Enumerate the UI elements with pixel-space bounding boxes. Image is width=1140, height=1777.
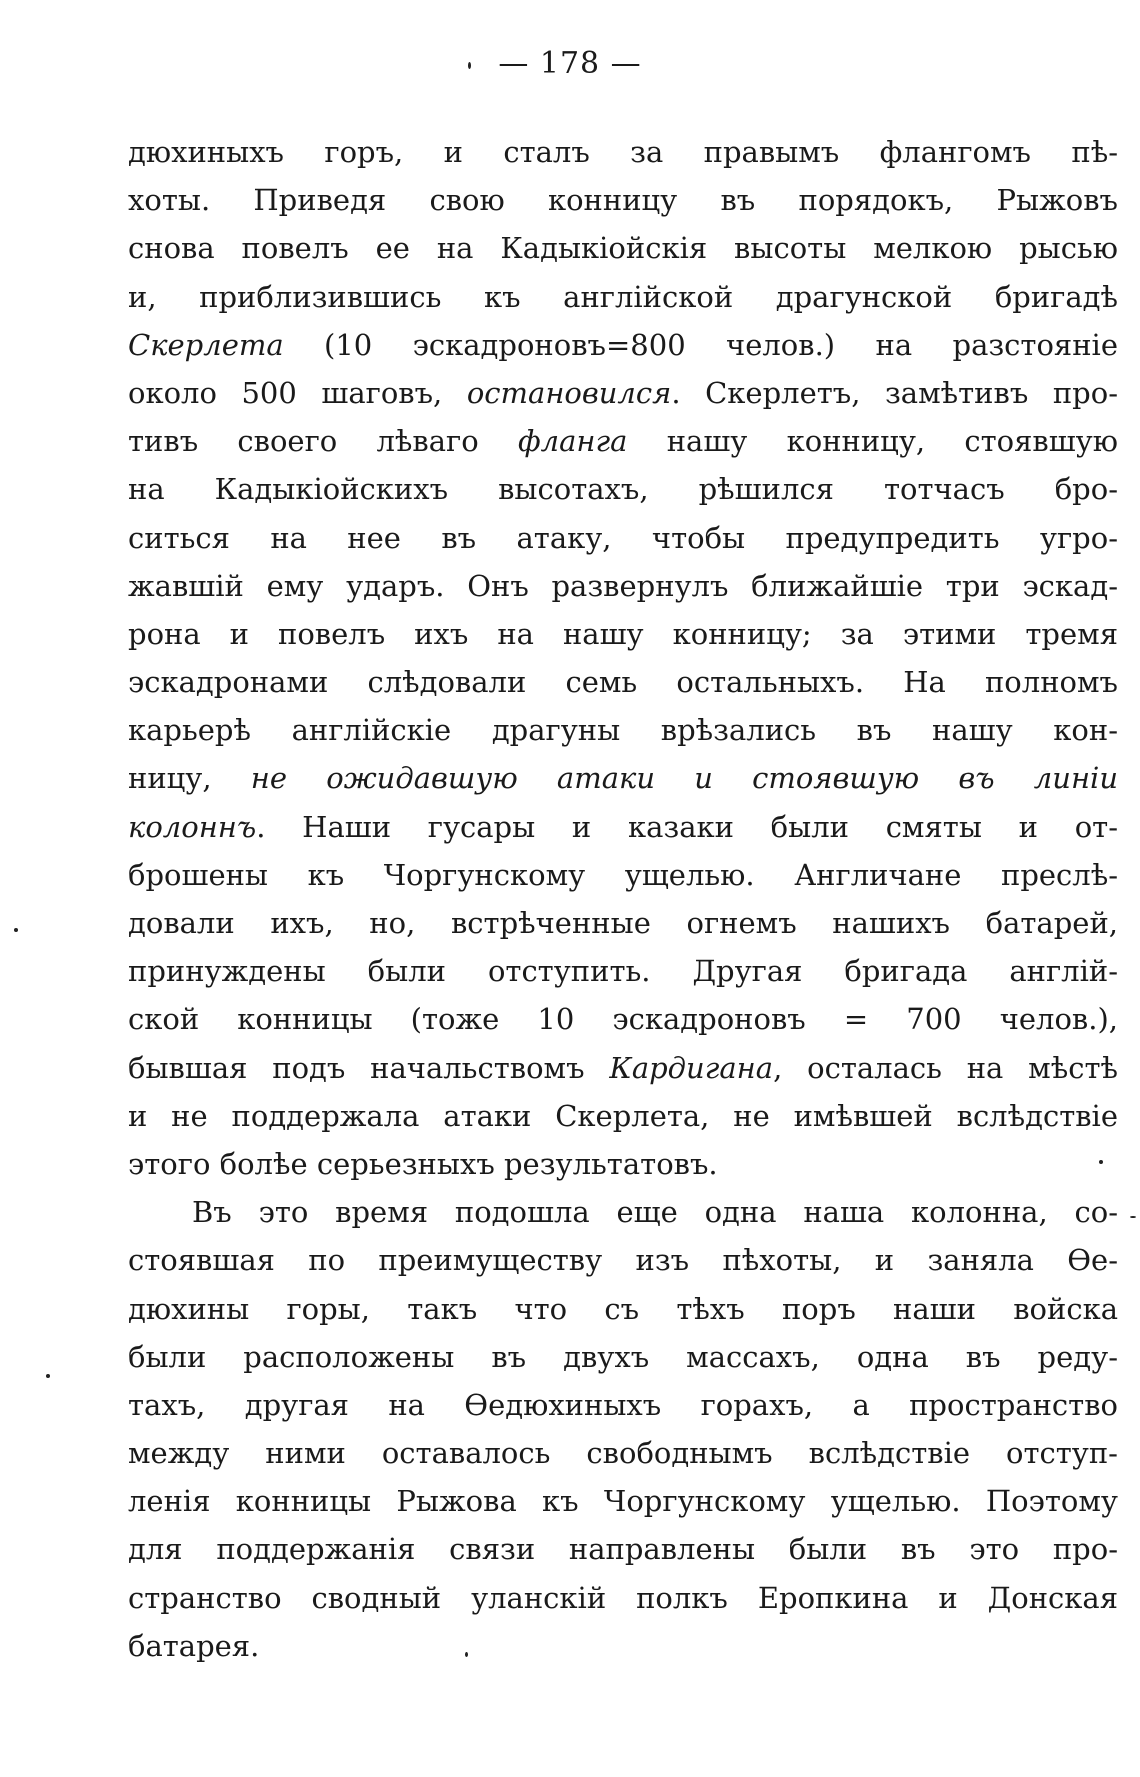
text-line: эскадронами слѣдовали семь остальныхъ. На полномъ [128, 665, 1118, 700]
scan-speck [1130, 1216, 1136, 1218]
text-line: странство сводный уланскій полкъ Еропкина и Донская [128, 1580, 1118, 1615]
text-line: ленія конницы Рыжова къ Чоргунскому ущелью. Поэтому [128, 1484, 1118, 1519]
text-line: ской конницы (тоже 10 эскадроновъ = 700 челов.), [128, 1002, 1118, 1037]
emphasis-run: фланга [517, 424, 628, 459]
text-line: для поддержанія связи направлены были въ это про- [128, 1532, 1118, 1567]
text-run: бывшая подъ начальствомъ [128, 1050, 610, 1085]
scan-speck [46, 1374, 50, 1378]
text-run: нашу конницу, стоявшую [627, 424, 1118, 459]
page-number: — 178 — [498, 46, 642, 81]
text-line: брошены къ Чоргунскому ущелью. Англичане преслѣ- [128, 857, 1118, 892]
text-line: Въ это время подошла еще одна наша колонна, со- [192, 1195, 1118, 1230]
text-line: карьерѣ англійскіе драгуны врѣзались въ нашу кон- [128, 713, 1118, 748]
emphasis-run: Кардигана [609, 1050, 774, 1085]
body-text [128, 128, 1118, 1670]
emphasis-run: Скерлета [128, 327, 284, 362]
text-line: дюхины горы, такъ что съ тѣхъ поръ наши войска [128, 1291, 1118, 1326]
text-line: батарея. [128, 1628, 260, 1663]
text-line: были расположены въ двухъ массахъ, одна въ реду- [128, 1339, 1118, 1374]
text-run: . Наши гусары и казаки были смяты и от- [256, 809, 1118, 844]
text-run: около 500 шаговъ, [128, 375, 467, 410]
text-line: и не поддержала атаки Скерлета, не имѣвшей вслѣдствіе [128, 1098, 1118, 1133]
text-line: ситься на нее въ атаку, чтобы предупредить угро- [128, 520, 1118, 555]
text-line [128, 754, 1118, 802]
scan-speck [14, 928, 18, 932]
text-line: тахъ, другая на Ѳедюхиныхъ горахъ, а пространство [128, 1387, 1118, 1422]
text-line [128, 417, 1118, 465]
scan-speck [1099, 1160, 1103, 1164]
text-line [128, 803, 1118, 851]
text-line: хоты. Приведя свою конницу въ порядокъ, Рыжовъ [128, 183, 1118, 218]
scan-speck [465, 1652, 468, 1657]
text-line [128, 321, 1118, 369]
text-line: принуждены были отступить. Другая бригада англій- [128, 954, 1118, 989]
emphasis-run: не ожидавшую атаки и стоявшую въ линіи [250, 761, 1118, 796]
text-line: снова повелъ ее на Кадыкіойскія высоты мелкою рысью [128, 231, 1118, 266]
text-line [128, 369, 1118, 417]
text-line: между ними оставалось свободнымъ вслѣдствіе отступ- [128, 1436, 1118, 1471]
text-run: . Скерлетъ, замѣтивъ про- [671, 375, 1118, 410]
text-line: довали ихъ, но, встрѣченные огнемъ нашихъ батарей, [128, 906, 1118, 940]
scan-speck [468, 62, 471, 69]
text-line: этого болѣе серьезныхъ результатовъ. [128, 1146, 718, 1181]
text-line: жавшій ему ударъ. Онъ развернулъ ближайшіе три эскад- [128, 568, 1118, 603]
text-line: на Кадыкіойскихъ высотахъ, рѣшился тотчасъ бро- [128, 472, 1118, 507]
text-line: рона и повелъ ихъ на нашу конницу; за этими тремя [128, 616, 1118, 651]
text-run: , осталась на мѣстѣ [773, 1050, 1118, 1085]
text-line [128, 1044, 1118, 1092]
emphasis-run: остановился [466, 375, 672, 410]
text-run: ницу, [128, 761, 251, 796]
text-line: дюхиныхъ горъ, и сталъ за правымъ флангомъ пѣ- [128, 135, 1118, 169]
text-line: и, приблизившись къ англійской драгунской бригадѣ [128, 279, 1118, 314]
text-line: стоявшая по преимуществу изъ пѣхоты, и заняла Ѳе- [128, 1243, 1118, 1278]
emphasis-run: колоннъ [128, 809, 257, 844]
text-run: (10 эскадроновъ=800 челов.) на разстояніе [283, 327, 1118, 362]
text-run: тивъ своего лѣваго [128, 424, 518, 459]
